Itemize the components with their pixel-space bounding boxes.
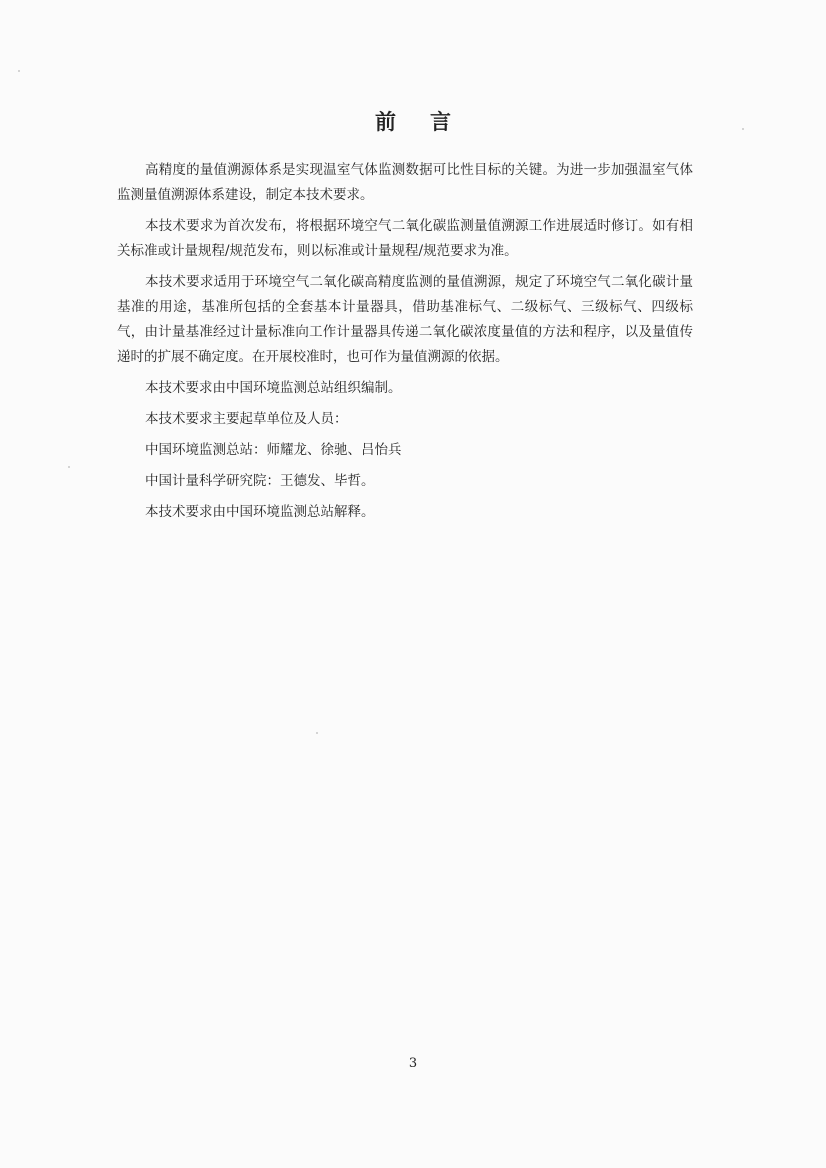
paragraph-drafter-nim: 中国计量科学研究院：王德发、毕哲。: [145, 473, 375, 489]
paragraph-intro: 高精度的量值溯源体系是实现温室气体监测数据可比性目标的关键。为进一步加强温室气体监测量值溯源体系建设，制定本技术要求。: [117, 162, 693, 203]
document-body: [117, 158, 693, 531]
scan-speck: [68, 466, 70, 468]
page-title: 前言: [375, 110, 485, 134]
paragraph-first-release: 本技术要求为首次发布，将根据环境空气二氧化碳监测量值溯源工作进展适时修订。如有相关标准或计量规程/规范发布，则以标准或计量规程/规范要求为准。: [117, 218, 693, 259]
paragraph-drafters-heading: 本技术要求主要起草单位及人员：: [145, 411, 348, 427]
paragraph-scope: 本技术要求适用于环境空气二氧化碳高精度监测的量值溯源，规定了环境空气二氧化碳计量基准的用途，基准所包括的全套基本计量器具，借助基准标气、二级标气、三级标气、四级标气，由计量基准经过计量标准向工作计量器具传递二氧化碳浓度量值的方法和程序，以及量值传递时的扩展不确定度。在开展校准时，也可作为量值溯源的依据。: [117, 274, 693, 365]
paragraph-interpretation: 本技术要求由中国环境监测总站解释。: [145, 504, 375, 520]
page-number: 3: [408, 1056, 418, 1071]
paragraph-drafter-cnemc: 中国环境监测总站：师耀龙、徐驰、吕怡兵: [145, 442, 402, 458]
scan-speck: [18, 70, 20, 72]
paragraph-organizer: 本技术要求由中国环境监测总站组织编制。: [145, 380, 402, 396]
scan-speck: [316, 732, 318, 734]
